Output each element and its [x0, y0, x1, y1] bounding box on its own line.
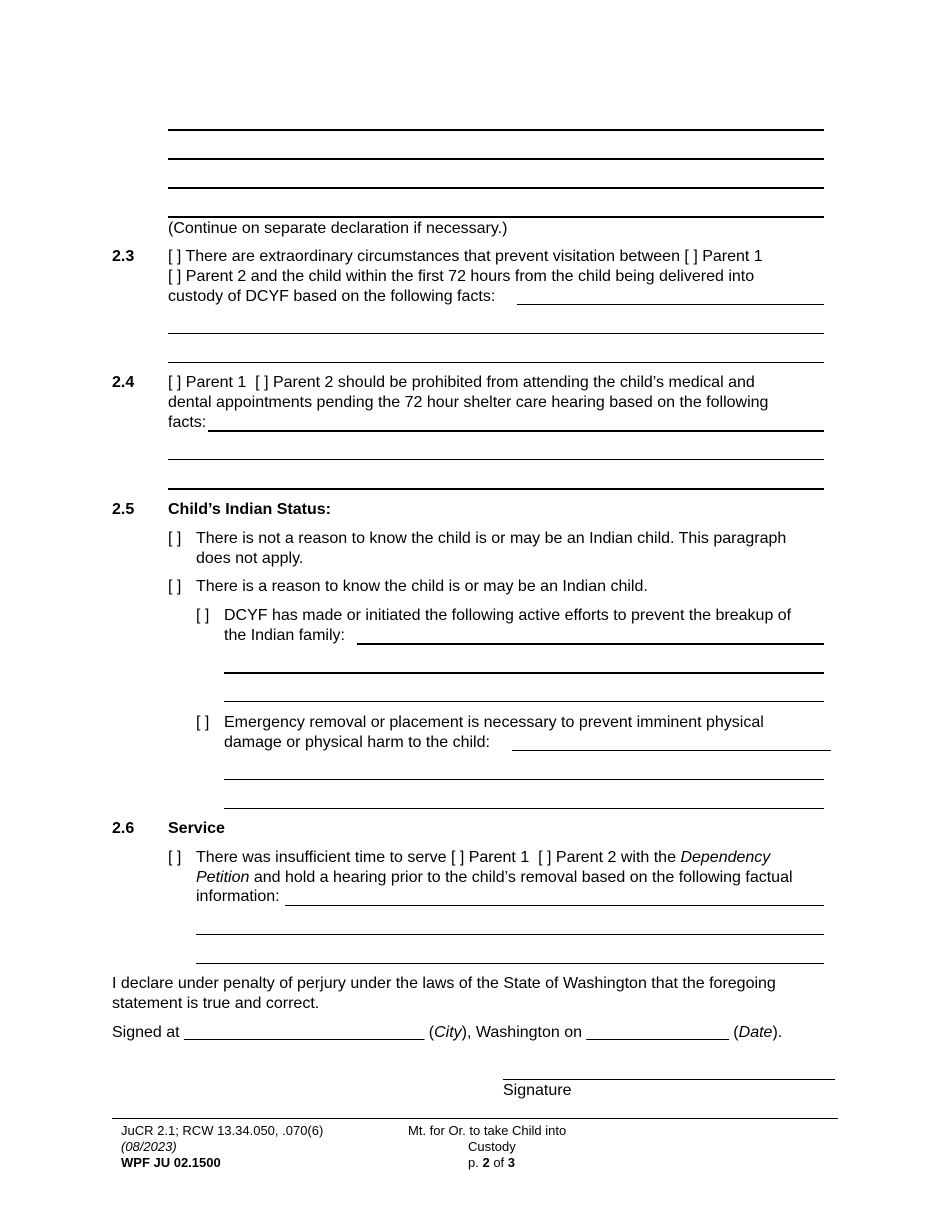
section-2-6-heading: Service [168, 820, 225, 837]
checkbox-parent-2[interactable]: [ ] [168, 268, 182, 285]
declaration-line-1: I declare under penalty of perjury under the laws of the State of Washington that the foregoing [112, 975, 776, 992]
checkbox-parent-1[interactable]: [ ] [168, 374, 182, 391]
footer-page-number: p. 2 of 3 [468, 1155, 516, 1170]
continuation-line[interactable] [168, 187, 824, 189]
section-2-4-line-1: [ ] Parent 1 [ ] Parent 2 should be prohibited from attending the child’s medical and [168, 374, 755, 391]
signature-input-line[interactable] [503, 1079, 835, 1080]
date-input[interactable]: ________________ [586, 1024, 729, 1041]
emergency-removal-input-line[interactable] [512, 750, 831, 751]
dependency-italic: Dependency [680, 849, 771, 866]
active-efforts-input-line[interactable] [224, 701, 824, 702]
continuation-line[interactable] [168, 158, 824, 160]
emergency-removal-line-2: damage or physical harm to the child: [224, 734, 490, 751]
continue-note: (Continue on separate declaration if necessary.) [168, 220, 508, 237]
checkbox[interactable]: [ ] [168, 578, 182, 595]
checkbox-parent-1[interactable]: [ ] [450, 849, 465, 866]
service-line-2: Petition and hold a hearing prior to the child’s removal based on the following factual [196, 869, 793, 886]
date-label: Date [738, 1024, 773, 1041]
active-efforts-line-1: DCYF has made or initiated the following active efforts to prevent the breakup of [224, 607, 792, 624]
service-line-3: information: [196, 888, 280, 905]
facts-input-line[interactable] [517, 304, 824, 305]
signature-label: Signature [503, 1082, 572, 1099]
facts-input-line[interactable] [168, 459, 824, 460]
footer-title-line-1: Mt. for Or. to take Child into [408, 1123, 567, 1138]
facts-input-line[interactable] [208, 430, 824, 432]
footer-revision: (08/2023) [121, 1139, 177, 1154]
emergency-removal-input-line[interactable] [224, 808, 824, 809]
section-2-3-line-3: custody of DCYF based on the following facts: [168, 288, 496, 305]
checkbox-parent-1[interactable]: [ ] [684, 248, 698, 265]
checkbox[interactable]: [ ] [196, 714, 210, 731]
section-2-4-line-2: dental appointments pending the 72 hour shelter care hearing based on the following [168, 394, 769, 411]
facts-input-line[interactable] [168, 488, 824, 490]
emergency-removal-input-line[interactable] [224, 779, 824, 780]
declaration-line-2: statement is true and correct. [112, 995, 320, 1012]
active-efforts-line-2: the Indian family: [224, 627, 345, 644]
option-reason-to-know: There is a reason to know the child is or may be an Indian child. [196, 578, 648, 595]
option-no-reason-line-2: does not apply. [196, 550, 304, 567]
checkbox[interactable]: [ ] [168, 248, 182, 265]
active-efforts-input-line[interactable] [224, 672, 824, 674]
footer-form-number: WPF JU 02.1500 [121, 1155, 221, 1170]
checkbox[interactable]: [ ] [196, 607, 210, 624]
footer-citation: JuCR 2.1; RCW 13.34.050, .070(6) [121, 1123, 324, 1138]
emergency-removal-line-1: Emergency removal or placement is necessary to prevent imminent physical [224, 714, 764, 731]
facts-input-line[interactable] [168, 333, 824, 334]
footer-divider [112, 1118, 838, 1119]
active-efforts-input-line[interactable] [357, 643, 824, 645]
section-2-3-line-2: [ ] Parent 2 and the child within the first 72 hours from the child being delivered into [168, 268, 755, 285]
section-number-2-6: 2.6 [112, 820, 135, 837]
continuation-line[interactable] [168, 216, 824, 218]
checkbox[interactable]: [ ] [168, 849, 182, 866]
option-no-reason-line-1: There is not a reason to know the child is or may be an Indian child. This paragraph [196, 530, 787, 547]
checkbox-parent-2[interactable]: [ ] [255, 374, 269, 391]
facts-input-line[interactable] [168, 362, 824, 363]
service-input-line[interactable] [196, 963, 824, 964]
section-number-2-5: 2.5 [112, 501, 135, 518]
service-input-line[interactable] [285, 905, 824, 906]
footer-title-line-2: Custody [468, 1139, 516, 1154]
section-2-4-line-3: facts: [168, 414, 207, 431]
petition-italic: Petition [196, 869, 250, 886]
city-label: City [434, 1024, 462, 1041]
section-number-2-4: 2.4 [112, 374, 135, 391]
service-input-line[interactable] [196, 934, 824, 935]
checkbox-parent-2[interactable]: [ ] [538, 849, 552, 866]
section-number-2-3: 2.3 [112, 248, 135, 265]
section-2-5-heading: Child’s Indian Status: [168, 501, 331, 518]
checkbox[interactable]: [ ] [168, 530, 182, 547]
service-line-1: There was insufficient time to serve [ ] Parent 1 [ ] Parent 2 with the Dependency [196, 849, 771, 866]
signed-at-line: Signed at ___________________________ (City), Washington on ________________ (Date). [112, 1024, 783, 1041]
continuation-line[interactable] [168, 129, 824, 131]
section-2-3-line-1: [ ] There are extraordinary circumstances that prevent visitation between [ ] Parent 1 [168, 248, 763, 265]
city-input[interactable]: ___________________________ [184, 1024, 425, 1041]
